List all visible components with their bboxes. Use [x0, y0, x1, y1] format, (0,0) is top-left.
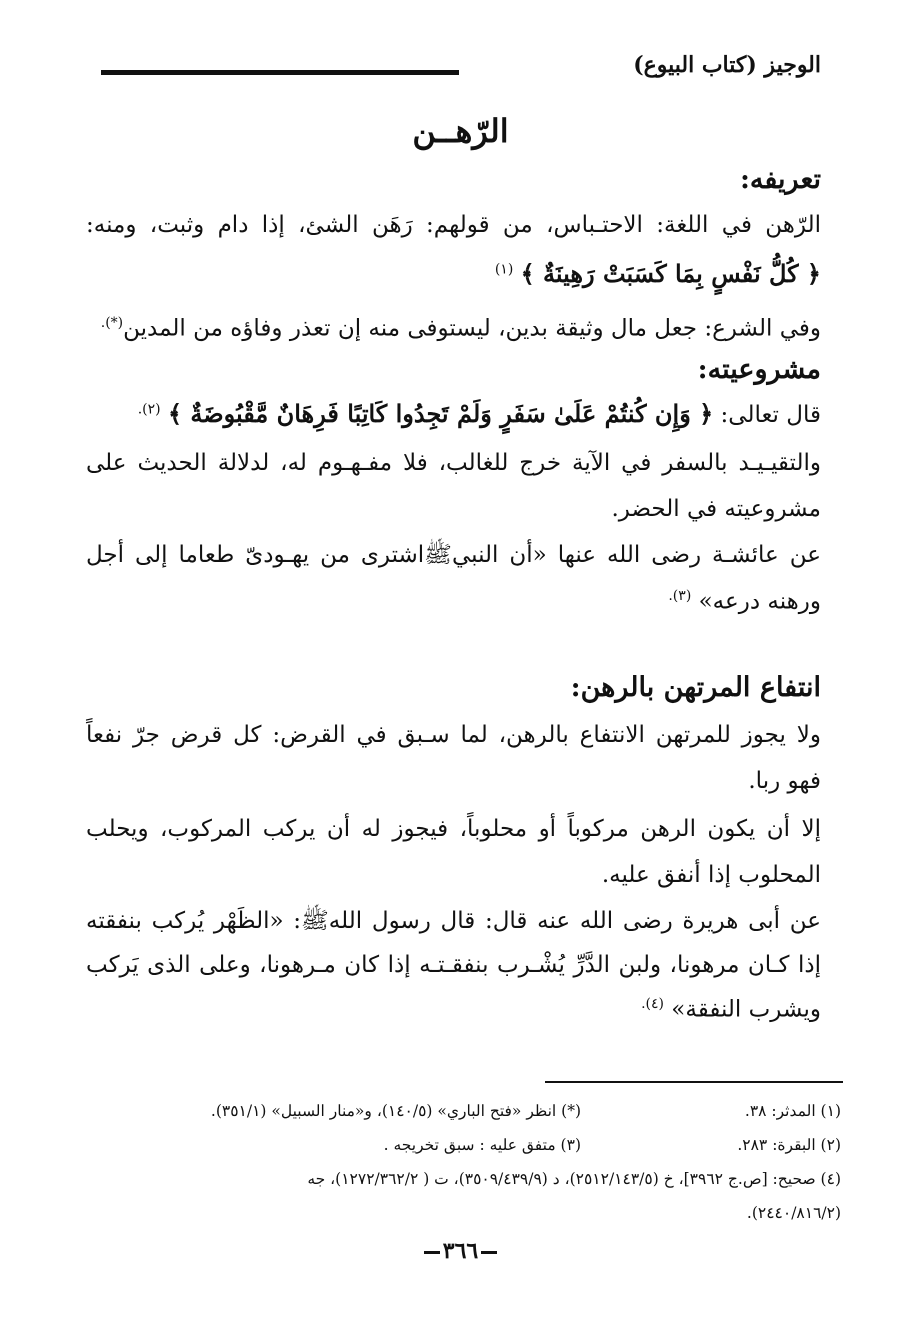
page-number-dash-left: [481, 1251, 497, 1254]
footnote-ref-star: (*).: [100, 315, 124, 331]
legitimacy-para2-line-1: عن عائشـة رضى الله عنها «أن النبيﷺاشترى من يهـودىّ طعاما إلى أجل: [86, 542, 821, 568]
footnote-ref-1: (١): [494, 261, 514, 278]
benefit-para2-line-1: إلا أن يكون الرهن مركوباً أو محلوباً، فيجوز له أن يركب المركوب، ويحلب: [86, 816, 821, 842]
benefit-para3-line-3: [86, 996, 821, 1024]
footnote-ref-2: (٢).: [137, 401, 161, 418]
hadith-end-2: ويشرب النفقة»: [671, 996, 821, 1023]
hadith-end: ورهنه درعه»: [698, 588, 821, 615]
benefit-para3-line-1: عن أبى هريرة رضى الله عنه قال: قال رسول اللهﷺ: «الظَهْر يُركب بنفقته: [86, 908, 821, 934]
page-number-dash-right: [424, 1251, 440, 1254]
footnote-ref-4: (٤).: [641, 996, 664, 1012]
heading-legitimacy: مشروعيته:: [697, 354, 821, 385]
header-rule: [101, 70, 459, 75]
footnote-4-line-2: (٢٤٤٠/٨١٦/٢).: [746, 1204, 841, 1222]
verse-prefix: قال تعالى:: [720, 402, 821, 428]
legitimacy-para1-line-1: والتقيـيـد بالسفر في الآية خرج للغالب، فلا مفـهـوم له، لدلالة الحديث على: [86, 450, 821, 476]
footnote-4-line-1: (٤) صحيح: [ص.ج ٣٩٦٢]، خ (٢٥١٢/١٤٣/٥)، د (٣٥٠٩/٤٣٩/٩)، ت ( ١٢٧٢/٣٦٢/٢)، جه: [307, 1170, 841, 1188]
running-header: الوجيز (كتاب البيوع): [633, 52, 821, 78]
definition-line-3: [86, 315, 821, 343]
chapter-title: الرّهــن: [412, 112, 509, 150]
page-number-value: ٣٦٦: [442, 1238, 479, 1264]
heading-definition: تعريفه:: [739, 164, 821, 195]
page-number: [0, 1238, 921, 1264]
benefit-para2-line-2: المحلوب إذا أنفق عليه.: [601, 862, 821, 888]
footnote-ref-3: (٣).: [668, 588, 692, 604]
footnote-rule: [545, 1081, 843, 1083]
legitimacy-para1-line-2: مشروعيته في الحضر.: [611, 496, 821, 522]
quran-verse-2: ﴿ وَإِن كُنتُمْ عَلَىٰ سَفَرٍ وَلَمْ تَجِدُوا كَاتِبًا فَرِهَانٌ مَّقْبُوضَةٌ ﴾: [167, 399, 714, 428]
legitimacy-verse-line: [86, 400, 821, 430]
footnote-3: (٣) متفق عليه : سبق تخريجه .: [383, 1136, 581, 1154]
footnote-2: (٢) البقرة: ٢٨٣.: [737, 1136, 841, 1154]
legitimacy-para2-line-2: [86, 588, 821, 616]
definition-verse-line: [86, 260, 821, 290]
definition-line-1: الرّهن في اللغة: الاحتـباس، من قولهم: رَهَن الشئ، إذا دام وثبت، ومنه:: [86, 212, 821, 238]
benefit-para1-line-2: فهو ربا.: [748, 768, 821, 794]
benefit-para1-line-1: ولا يجوز للمرتهن الانتفاع بالرهن، لما سـبق في القرض: كل قرض جرّ نفعاً: [86, 722, 821, 748]
heading-benefit: انتفاع المرتهن بالرهن:: [570, 672, 821, 703]
definition-shara-text: وفي الشرع: جعل مال وثيقة بدين، ليستوفى منه إن تعذر وفاؤه من المدين: [123, 315, 821, 342]
benefit-para3-line-2: إذا كـان مرهونا، ولبن الدَّرِّ يُشْـرب بنفقـتـه إذا كان مـرهونا، وعلى الذى يَركب: [86, 952, 821, 978]
quran-verse: ﴿ كُلُّ نَفْسٍ بِمَا كَسَبَتْ رَهِينَةٌ ﴾: [520, 259, 821, 288]
footnote-star: (*) انظر «فتح الباري» (١٤٠/٥)، و«منار السبيل» (٣٥١/١).: [210, 1102, 581, 1120]
footnote-1: (١) المدثر: ٣٨.: [744, 1102, 841, 1120]
